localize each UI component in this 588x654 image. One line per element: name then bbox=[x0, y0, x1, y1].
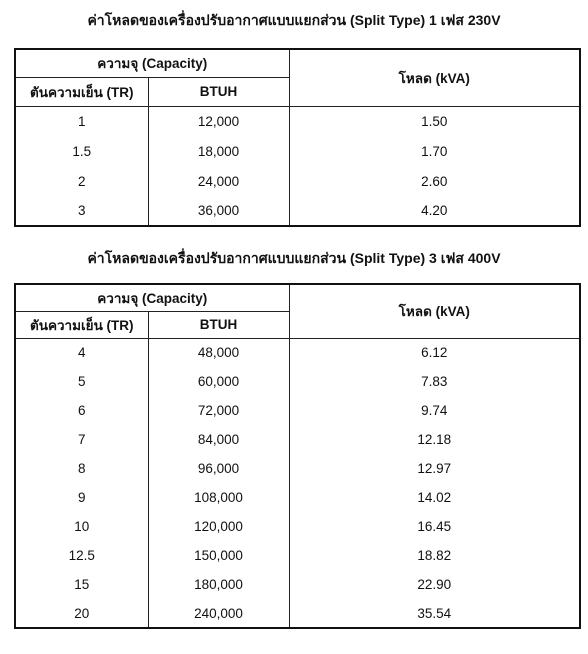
table-row bbox=[15, 338, 580, 367]
btuh-cell: 108,000 bbox=[148, 483, 289, 512]
kva-cell: 9.74 bbox=[289, 396, 580, 425]
table-row bbox=[15, 396, 580, 425]
btuh-header: BTUH bbox=[148, 77, 289, 106]
btuh-header: BTUH bbox=[148, 311, 289, 338]
kva-cell: 14.02 bbox=[289, 483, 580, 512]
tr-cell: 7 bbox=[15, 425, 148, 454]
tr-cell: 6 bbox=[15, 396, 148, 425]
btuh-cell: 60,000 bbox=[148, 367, 289, 396]
capacity-header: ความจุ (Capacity) bbox=[15, 49, 289, 77]
btuh-cell: 150,000 bbox=[148, 541, 289, 570]
btuh-cell: 48,000 bbox=[148, 338, 289, 367]
table-row bbox=[15, 425, 580, 454]
kva-cell: 12.18 bbox=[289, 425, 580, 454]
load-table-three-phase bbox=[14, 283, 581, 629]
load-header: โหลด (kVA) bbox=[289, 49, 580, 106]
tr-cell: 9 bbox=[15, 483, 148, 512]
kva-cell: 12.97 bbox=[289, 454, 580, 483]
kva-cell: 1.50 bbox=[289, 106, 580, 136]
table-row bbox=[15, 570, 580, 599]
kva-cell: 1.70 bbox=[289, 136, 580, 166]
table-row bbox=[15, 541, 580, 570]
table-row bbox=[15, 136, 580, 166]
tr-cell: 4 bbox=[15, 338, 148, 367]
kva-cell: 18.82 bbox=[289, 541, 580, 570]
kva-cell: 35.54 bbox=[289, 599, 580, 628]
btuh-cell: 96,000 bbox=[148, 454, 289, 483]
tr-header: ตันความเย็น (TR) bbox=[15, 77, 148, 106]
kva-cell: 6.12 bbox=[289, 338, 580, 367]
tr-cell: 12.5 bbox=[15, 541, 148, 570]
kva-cell: 4.20 bbox=[289, 196, 580, 226]
table-row bbox=[15, 196, 580, 226]
btuh-cell: 120,000 bbox=[148, 512, 289, 541]
btuh-cell: 24,000 bbox=[148, 166, 289, 196]
tr-cell: 2 bbox=[15, 166, 148, 196]
tr-cell: 8 bbox=[15, 454, 148, 483]
load-header: โหลด (kVA) bbox=[289, 284, 580, 338]
table-row bbox=[15, 512, 580, 541]
tr-cell: 10 bbox=[15, 512, 148, 541]
tr-cell: 3 bbox=[15, 196, 148, 226]
btuh-cell: 180,000 bbox=[148, 570, 289, 599]
tr-cell: 1.5 bbox=[15, 136, 148, 166]
tr-cell: 1 bbox=[15, 106, 148, 136]
btuh-cell: 84,000 bbox=[148, 425, 289, 454]
btuh-cell: 36,000 bbox=[148, 196, 289, 226]
tr-header: ตันความเย็น (TR) bbox=[15, 311, 148, 338]
tr-cell: 20 bbox=[15, 599, 148, 628]
table-row bbox=[15, 454, 580, 483]
tr-cell: 15 bbox=[15, 570, 148, 599]
kva-cell: 2.60 bbox=[289, 166, 580, 196]
kva-cell: 16.45 bbox=[289, 512, 580, 541]
table2-title: ค่าโหลดของเครื่องปรับอากาศแบบแยกส่วน (Split Type) 3 เฟส 400V bbox=[87, 250, 501, 266]
table-row bbox=[15, 166, 580, 196]
btuh-cell: 240,000 bbox=[148, 599, 289, 628]
btuh-cell: 72,000 bbox=[148, 396, 289, 425]
capacity-header: ความจุ (Capacity) bbox=[15, 284, 289, 311]
btuh-cell: 18,000 bbox=[148, 136, 289, 166]
tr-cell: 5 bbox=[15, 367, 148, 396]
load-table-single-phase bbox=[14, 48, 581, 227]
btuh-cell: 12,000 bbox=[148, 106, 289, 136]
table-row bbox=[15, 599, 580, 628]
table1-title: ค่าโหลดของเครื่องปรับอากาศแบบแยกส่วน (Split Type) 1 เฟส 230V bbox=[87, 12, 501, 28]
kva-cell: 22.90 bbox=[289, 570, 580, 599]
table-row bbox=[15, 483, 580, 512]
kva-cell: 7.83 bbox=[289, 367, 580, 396]
table-row bbox=[15, 106, 580, 136]
table-row bbox=[15, 367, 580, 396]
